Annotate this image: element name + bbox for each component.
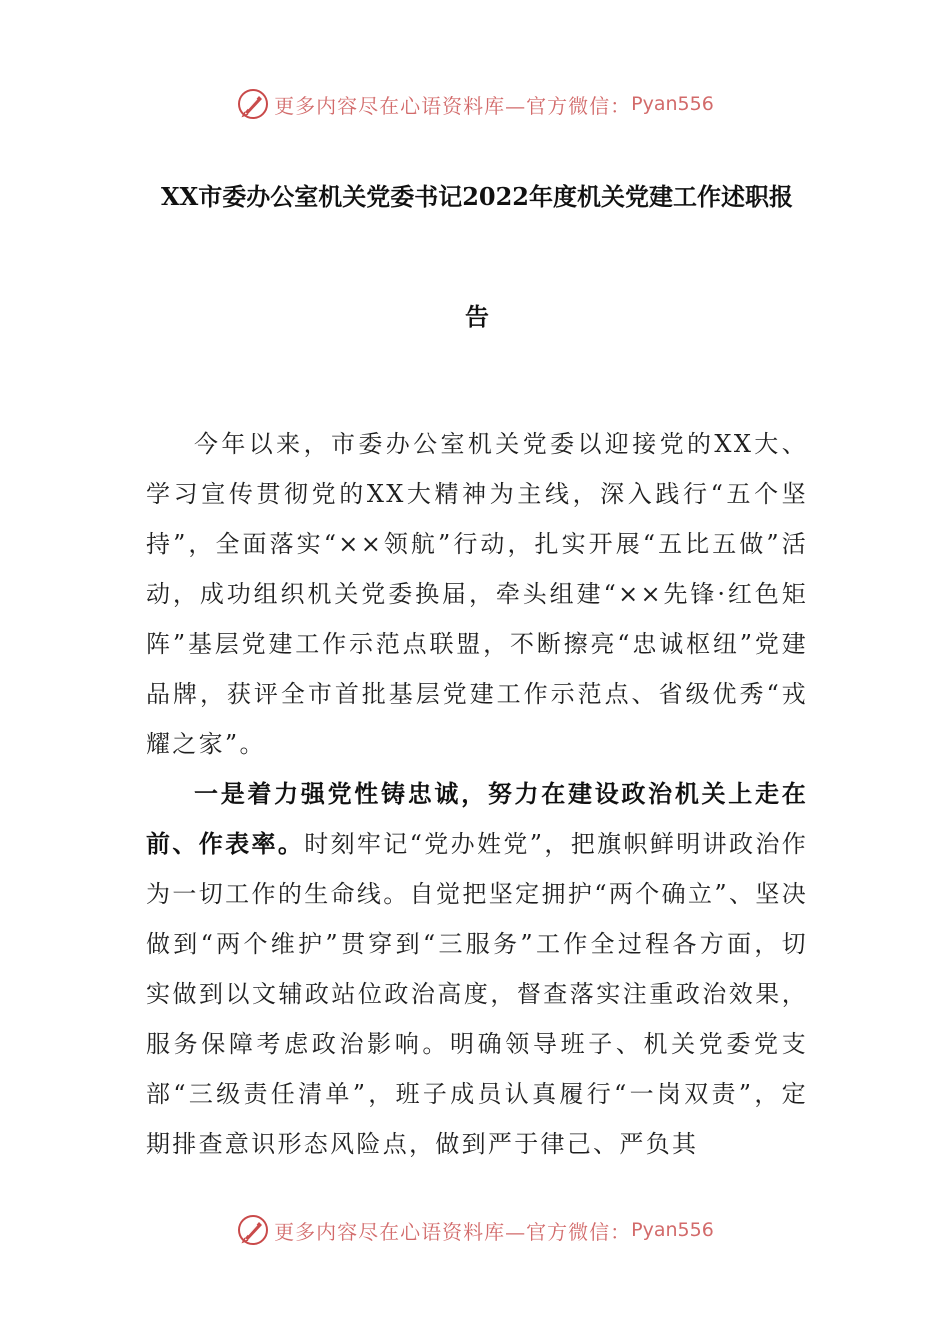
watermark-wechat-id: Pyan556 bbox=[631, 1219, 714, 1241]
paragraph-intro bbox=[146, 419, 808, 769]
document-title-line-2: 告 bbox=[465, 302, 489, 331]
paragraph-lead: 一是着力强党性铸忠诚，努力在建设政治机关上走在前、作表率。 bbox=[146, 779, 808, 858]
watermark-wechat-id: Pyan556 bbox=[631, 93, 714, 115]
quill-pen-logo-icon bbox=[236, 1213, 270, 1247]
watermark-banner-bottom bbox=[0, 1210, 950, 1250]
watermark-banner-top bbox=[0, 84, 950, 124]
paragraph-point-1 bbox=[146, 769, 808, 1169]
watermark-text: 更多内容尽在心语资料库—官方微信： bbox=[274, 1219, 632, 1244]
quill-pen-logo-icon bbox=[236, 87, 270, 121]
paragraph-text: 时刻牢记“党办姓党”，把旗帜鲜明讲政治作为一切工作的生命线。自觉把坚定拥护“两个确立”、坚决做到“两个维护”贯穿到“三服务”工作全过程各方面，切实做到以文辅政站位政治高度，督查落实注重政治效果，服务保障考虑政治影响。明确领导班子、机关党委党支部“三级责任清单”，班子成员认真履行“一岗双责”，定期排查意识形态风险点，做到严于律己、严负其 bbox=[146, 830, 808, 1158]
watermark-text: 更多内容尽在心语资料库—官方微信： bbox=[274, 93, 632, 118]
document-body bbox=[146, 419, 808, 1169]
document-title-line-1: XX市委办公室机关党委书记2022年度机关党建工作述职报 bbox=[160, 182, 794, 211]
paragraph-text: 今年以来，市委办公室机关党委以迎接党的XX大、学习宣传贯彻党的XX大精神为主线，深入践行“五个坚持”，全面落实“××领航”行动，扎实开展“五比五做”活动，成功组织机关党委换届，牵头组建“××先锋·红色矩阵”基层党建工作示范点联盟，不断擦亮“忠诚枢纽”党建品牌，获评全市首批基层党建工作示范点、省级优秀“戎耀之家”。 bbox=[146, 430, 808, 758]
